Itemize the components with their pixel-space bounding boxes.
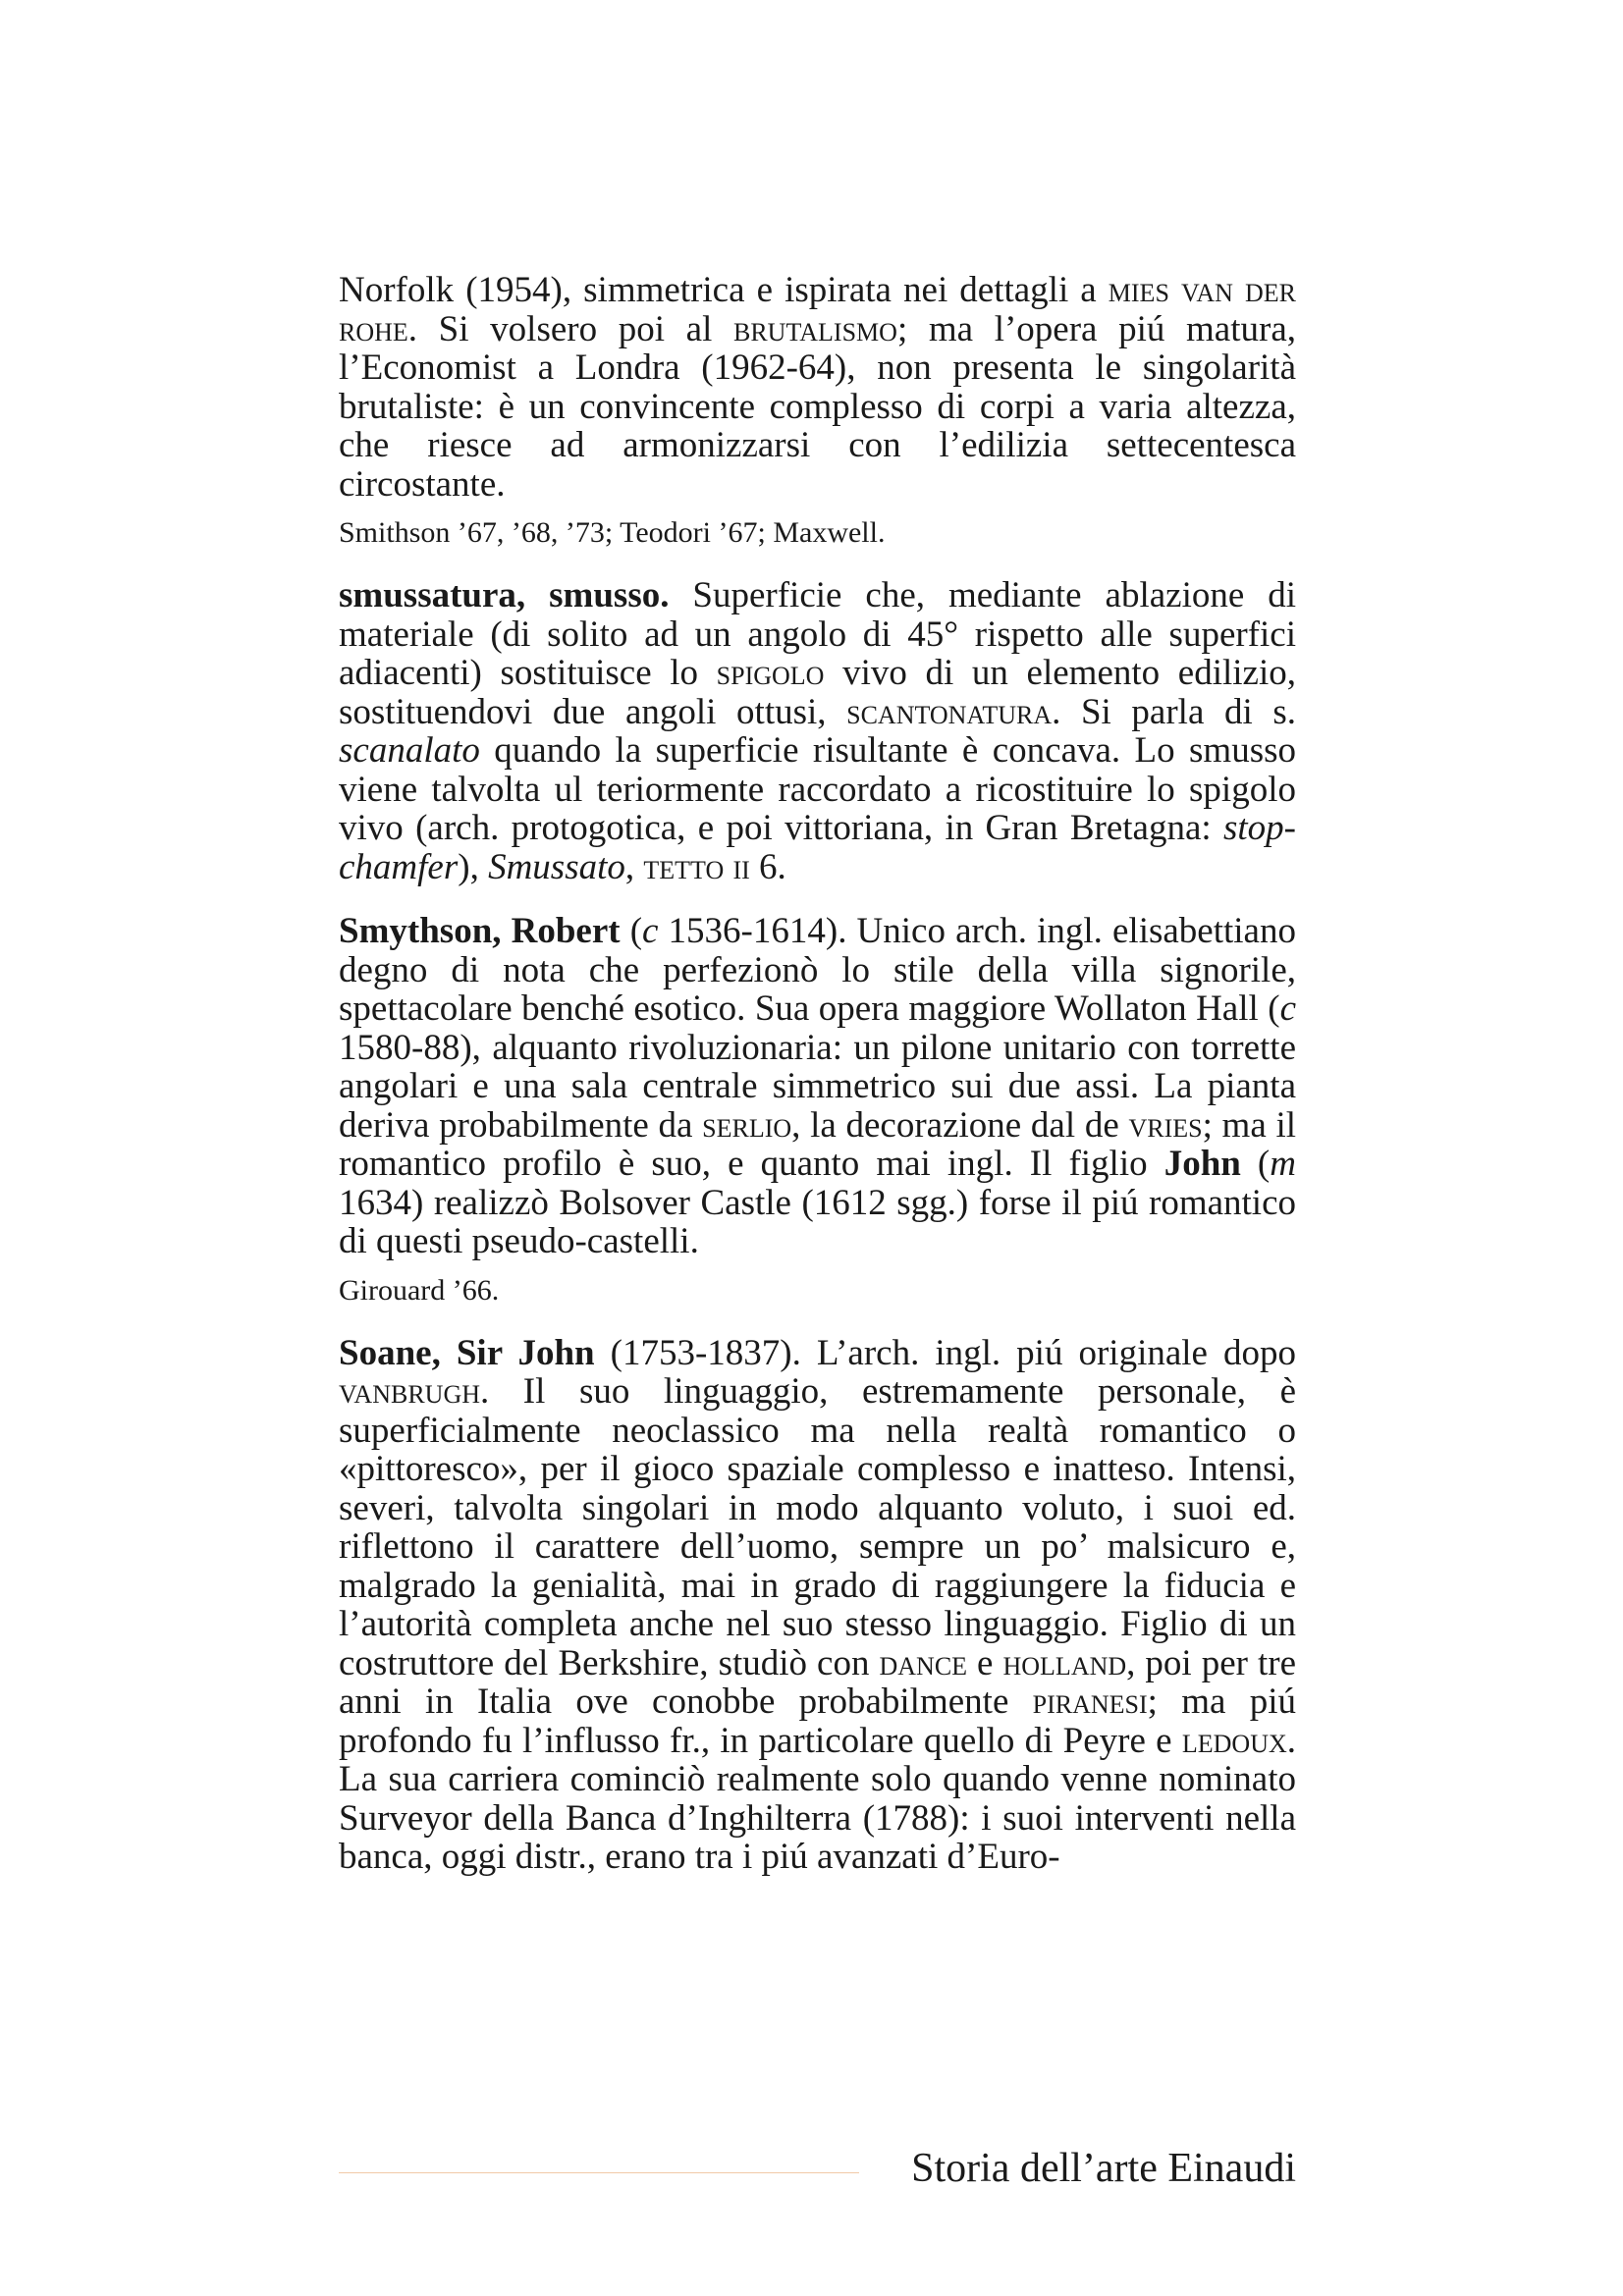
text-run: ( [620, 911, 643, 951]
cross-reference: vries [1128, 1104, 1203, 1146]
text-run: ; ma l’opera piú matura, l’Economist a Londra (1962-64), non presenta le singolarità brutaliste: è un convincente complesso di corpi a varia altezza, che riesce ad armonizzarsi con l’edilizia settecentesca circostante. [339, 308, 1296, 505]
text-run: . Si parla di s. [1052, 691, 1296, 732]
cross-reference: ledoux [1181, 1720, 1287, 1761]
text-run: 1580-88), alquanto rivoluzionaria: un pilone unitario con torrette angolari e una sala centrale simmetrico sui due assi. La pianta deriva probabilmente da [339, 1027, 1296, 1146]
text-run: ; ma il romantico profilo è suo, e quanto mai ingl. Il figlio [339, 1104, 1297, 1184]
cross-reference: scantonatura [846, 691, 1053, 732]
cross-reference: mies van der rohe [339, 270, 1296, 349]
cross-reference: spigolo [716, 653, 825, 693]
entry-smussatura [339, 576, 1296, 886]
text-run: Norfolk (1954), simmetrica e ispirata nei dettagli a [339, 270, 1109, 310]
text-run: . La sua carriera cominciò realmente solo quando venne nominato Surveyor della Banca d’Inghilterra (1788): i suoi interventi nella banca, oggi distr., erano tra i piú avanzati d’Euro- [339, 1720, 1296, 1877]
cross-reference: vanbrugh [339, 1371, 480, 1412]
text-run: 1536-1614). Unico arch. ingl. elisabettiano degno di nota che perfezionò lo stile della villa signorile, spettacolare benché esotico. Sua opera maggiore Wollaton Hall ( [339, 911, 1296, 1029]
italic-term: c [642, 911, 659, 951]
footer-rule [339, 2172, 859, 2173]
entry-body [339, 576, 1296, 886]
bibliography: Smithson ’67, ’68, ’73; Teodori ’67; Maxwell. [339, 516, 886, 549]
text-run: vivo di un elemento edilizio, sostituendovi due angoli ottusi, [339, 653, 1296, 732]
italic-term: stop-chamfer [339, 808, 1296, 887]
italic-term: m [1270, 1144, 1296, 1184]
cross-reference: tetto ii [643, 846, 750, 887]
text-run: . Il suo linguaggio, estremamente personale, è superficialmente neoclassico ma nella realtà romantico o «pittoresco», per il gioco spaziale complesso e inatteso. Intensi, severi, talvolta singolari in modo alquanto voluto, i suoi ed. riflettono il carattere dell’uomo, sempre un po’ malsicuro e, malgrado la genialità, mai in grado di raggiungere la fiducia e l’autorità completa anche nel suo stesso linguaggio. Figlio di un costruttore del Berkshire, studiò con [339, 1371, 1296, 1683]
text-run: , poi per tre anni in Italia ove conobbe probabilmente [339, 1642, 1296, 1722]
entry-headword: Smythson, Robert [339, 911, 621, 951]
text-run: ( [1240, 1144, 1271, 1184]
entry-body [339, 271, 1296, 504]
cross-reference: dance [879, 1642, 968, 1683]
text-run: Superficie che, mediante ablazione di materiale (di solito ad un angolo di 45° rispetto alle superfici adiacenti) sostituisce lo [339, 575, 1296, 693]
bold-name: John [1163, 1144, 1241, 1184]
entry-continuation [339, 271, 1296, 551]
italic-term: Smussato [488, 846, 625, 887]
text-run: ), [458, 846, 489, 887]
bibliography: Girouard ’66. [339, 1273, 500, 1307]
text-run: , [624, 846, 644, 887]
text-run: (1753-1837). L’arch. ingl. piú originale dopo [594, 1332, 1296, 1373]
entry-headword: Soane, Sir John [339, 1332, 595, 1373]
entry-body [339, 912, 1296, 1261]
italic-term: c [1279, 988, 1296, 1029]
text-column [339, 271, 1296, 1877]
text-run: . Si volsero poi al [407, 308, 733, 349]
entry-smythson [339, 912, 1296, 1308]
entry-body [339, 1334, 1296, 1877]
cross-reference: brutalismo [733, 308, 897, 349]
footer-title: Storia dell’arte Einaudi [911, 2146, 1296, 2191]
text-run: 6. [749, 846, 786, 887]
text-run: 1634) realizzò Bolsover Castle (1612 sgg.) forse il piú romantico di questi pseudo-castelli. [339, 1182, 1296, 1261]
text-run: , la decorazione dal de [791, 1104, 1129, 1146]
text-run: quando la superficie risultante è concava. Lo smusso viene talvolta ul teriormente raccordato a ricostituire lo spigolo vivo (arch. protogotica, e poi vittoriana, in Gran Bretagna: [339, 730, 1296, 848]
cross-reference: piranesi [1032, 1682, 1148, 1722]
italic-term: scanalato [339, 730, 480, 771]
entry-soane [339, 1334, 1296, 1877]
text-run: ; ma piú profondo fu l’influsso fr., in particolare quello di Peyre e [339, 1682, 1296, 1761]
cross-reference: holland [1002, 1642, 1127, 1683]
cross-reference: serlio [702, 1104, 792, 1146]
entry-headword: smussatura, smusso. [339, 575, 670, 615]
text-run: e [967, 1642, 1003, 1683]
